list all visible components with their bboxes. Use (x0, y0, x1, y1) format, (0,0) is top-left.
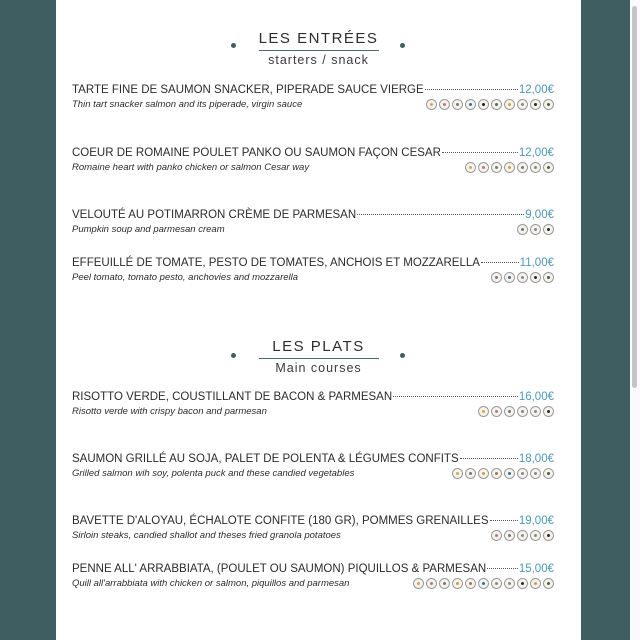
lupin-icon (543, 99, 554, 110)
decorative-dot-left (231, 353, 236, 358)
dot-leader (460, 458, 518, 459)
dish-name: VELOUTÉ AU POTIMARRON CRÈME DE PARMESAN (72, 209, 357, 221)
milk-icon (517, 162, 528, 173)
milk-icon (517, 406, 528, 417)
milk-icon (517, 468, 528, 479)
sesame-icon (530, 530, 541, 541)
egg-icon (517, 224, 528, 235)
fish-icon (465, 99, 476, 110)
crustacean-icon (491, 406, 502, 417)
section-header-main-courses (56, 338, 581, 376)
dish-price: 12,00€ (518, 84, 554, 96)
dish-name: RISOTTO VERDE, COUSTILLANT DE BACON & PARMESAN (72, 391, 393, 403)
fish-icon (504, 272, 515, 283)
dish-name: PENNE ALL' ARRABBIATA, (POULET OU SAUMON) PIQUILLOS & PARMESAN (72, 563, 487, 575)
dish-price: 11,00€ (519, 257, 554, 269)
soy-icon (465, 578, 476, 589)
section-header-starters (56, 30, 581, 68)
dish-translation: Pumpkin soup and parmesan cream (72, 224, 225, 235)
decorative-dot-right (400, 353, 405, 358)
scrollbar-thumb[interactable] (632, 6, 637, 388)
sulphite-icon (543, 162, 554, 173)
menu-item (72, 390, 554, 417)
dot-leader (442, 152, 518, 153)
dish-name: SAUMON GRILLÉ AU SOJA, PALET DE POLENTA & LÉGUMES CONFITS (72, 453, 459, 465)
menu-item (72, 146, 554, 173)
dish-price: 12,00€ (518, 147, 554, 159)
menu-item (72, 256, 554, 283)
crustacean-icon (491, 530, 502, 541)
dot-leader (487, 568, 518, 569)
crustacean-icon (426, 578, 437, 589)
sesame-icon (517, 99, 528, 110)
sesame-icon (504, 578, 515, 589)
egg-icon (504, 406, 515, 417)
sulphite-icon (543, 224, 554, 235)
gluten-icon (452, 468, 463, 479)
dish-translation: Grilled salmon wih soy, polenta puck and these candied vegetables (72, 468, 355, 479)
gluten-icon (426, 99, 437, 110)
mustard-icon (530, 578, 541, 589)
dot-leader (425, 89, 518, 90)
celery-icon (491, 99, 502, 110)
dot-leader (490, 520, 518, 521)
menu-item (72, 83, 554, 110)
dish-name: TARTE FINE DE SAUMON SNACKER, PIPERADE SAUCE VIERGE (72, 84, 424, 96)
sulphite-icon (543, 406, 554, 417)
dish-name: BAVETTE D'ALOYAU, ÉCHALOTE CONFITE (180 GR), POMMES GRENAILLES (72, 515, 489, 527)
menu-item (72, 208, 554, 235)
sulphite-icon (530, 99, 541, 110)
allergen-icons (452, 468, 554, 479)
decorative-dot-right (400, 43, 405, 48)
section-title: LES ENTRÉES (258, 30, 379, 47)
menu-item (72, 562, 554, 589)
allergen-icons (491, 530, 554, 541)
lupin-icon (543, 272, 554, 283)
dish-name: EFFEUILLÉ DE TOMATE, PESTO DE TOMATES, ANCHOIS ET MOZZARELLA (72, 257, 480, 269)
milk-icon (491, 578, 502, 589)
dish-translation: Peel tomato, tomato pesto, anchovies and mozzarella (72, 272, 299, 283)
dot-leader (357, 214, 524, 215)
sesame-icon (530, 406, 541, 417)
allergen-icons (465, 162, 554, 173)
sesame-icon (530, 162, 541, 173)
section-title: LES PLATS (272, 338, 365, 355)
section-subtitle: Main courses (275, 361, 362, 375)
gluten-icon (465, 162, 476, 173)
fish-icon (504, 162, 515, 173)
dish-translation: Risotto verde with crispy bacon and parmesan (72, 406, 267, 417)
allergen-icons (413, 578, 554, 589)
dish-translation: Thin tart snacker salmon and its piperade, virgin sauce (72, 99, 303, 110)
milk-icon (517, 272, 528, 283)
left-frame-border (0, 0, 56, 640)
dish-name: COEUR DE ROMAINE POULET PANKO OU SAUMON FAÇON CESAR (72, 147, 441, 159)
dish-translation: Romaine heart with panko chicken or salmon Cesar way (72, 162, 310, 173)
egg-icon (504, 530, 515, 541)
decorative-dot-left (231, 43, 236, 48)
dot-leader (481, 262, 519, 263)
fish-icon (504, 468, 515, 479)
section-subtitle: starters / snack (268, 53, 369, 67)
egg-icon (452, 99, 463, 110)
milk-icon (530, 224, 541, 235)
allergen-icons (478, 406, 554, 417)
menu-page (56, 0, 581, 640)
peanut-icon (452, 578, 463, 589)
section-divider (259, 50, 379, 51)
right-frame-border (581, 0, 630, 640)
mustard-icon (504, 99, 515, 110)
crustacean-icon (439, 99, 450, 110)
section-divider (259, 358, 379, 359)
menu-item (72, 514, 554, 541)
dish-price: 16,00€ (518, 391, 554, 403)
sesame-icon (530, 468, 541, 479)
gluten-icon (478, 406, 489, 417)
milk-icon (478, 99, 489, 110)
dish-translation: Sirloin steaks, candied shallot and theses fried granola potatoes (72, 530, 341, 541)
egg-icon (491, 162, 502, 173)
sulphite-icon (543, 530, 554, 541)
allergen-icons (426, 99, 554, 110)
crustacean-icon (478, 162, 489, 173)
dish-price: 18,00€ (518, 453, 554, 465)
dish-price: 15,00€ (518, 563, 554, 575)
gluten-icon (413, 578, 424, 589)
egg-icon (439, 578, 450, 589)
soy-icon (491, 468, 502, 479)
fish-icon (478, 578, 489, 589)
lupin-icon (543, 578, 554, 589)
dish-translation: Quill all'arrabbiata with chicken or salmon, piquillos and parmesan (72, 578, 350, 589)
sulphite-icon (530, 272, 541, 283)
allergen-icons (517, 224, 554, 235)
peanut-icon (478, 468, 489, 479)
dot-leader (393, 396, 518, 397)
sulphite-icon (517, 578, 528, 589)
menu-item (72, 452, 554, 479)
egg-icon (491, 272, 502, 283)
lupin-icon (543, 468, 554, 479)
milk-icon (517, 530, 528, 541)
dish-price: 9,00€ (525, 209, 554, 221)
allergen-icons (491, 272, 554, 283)
dish-price: 19,00€ (518, 515, 554, 527)
egg-icon (465, 468, 476, 479)
